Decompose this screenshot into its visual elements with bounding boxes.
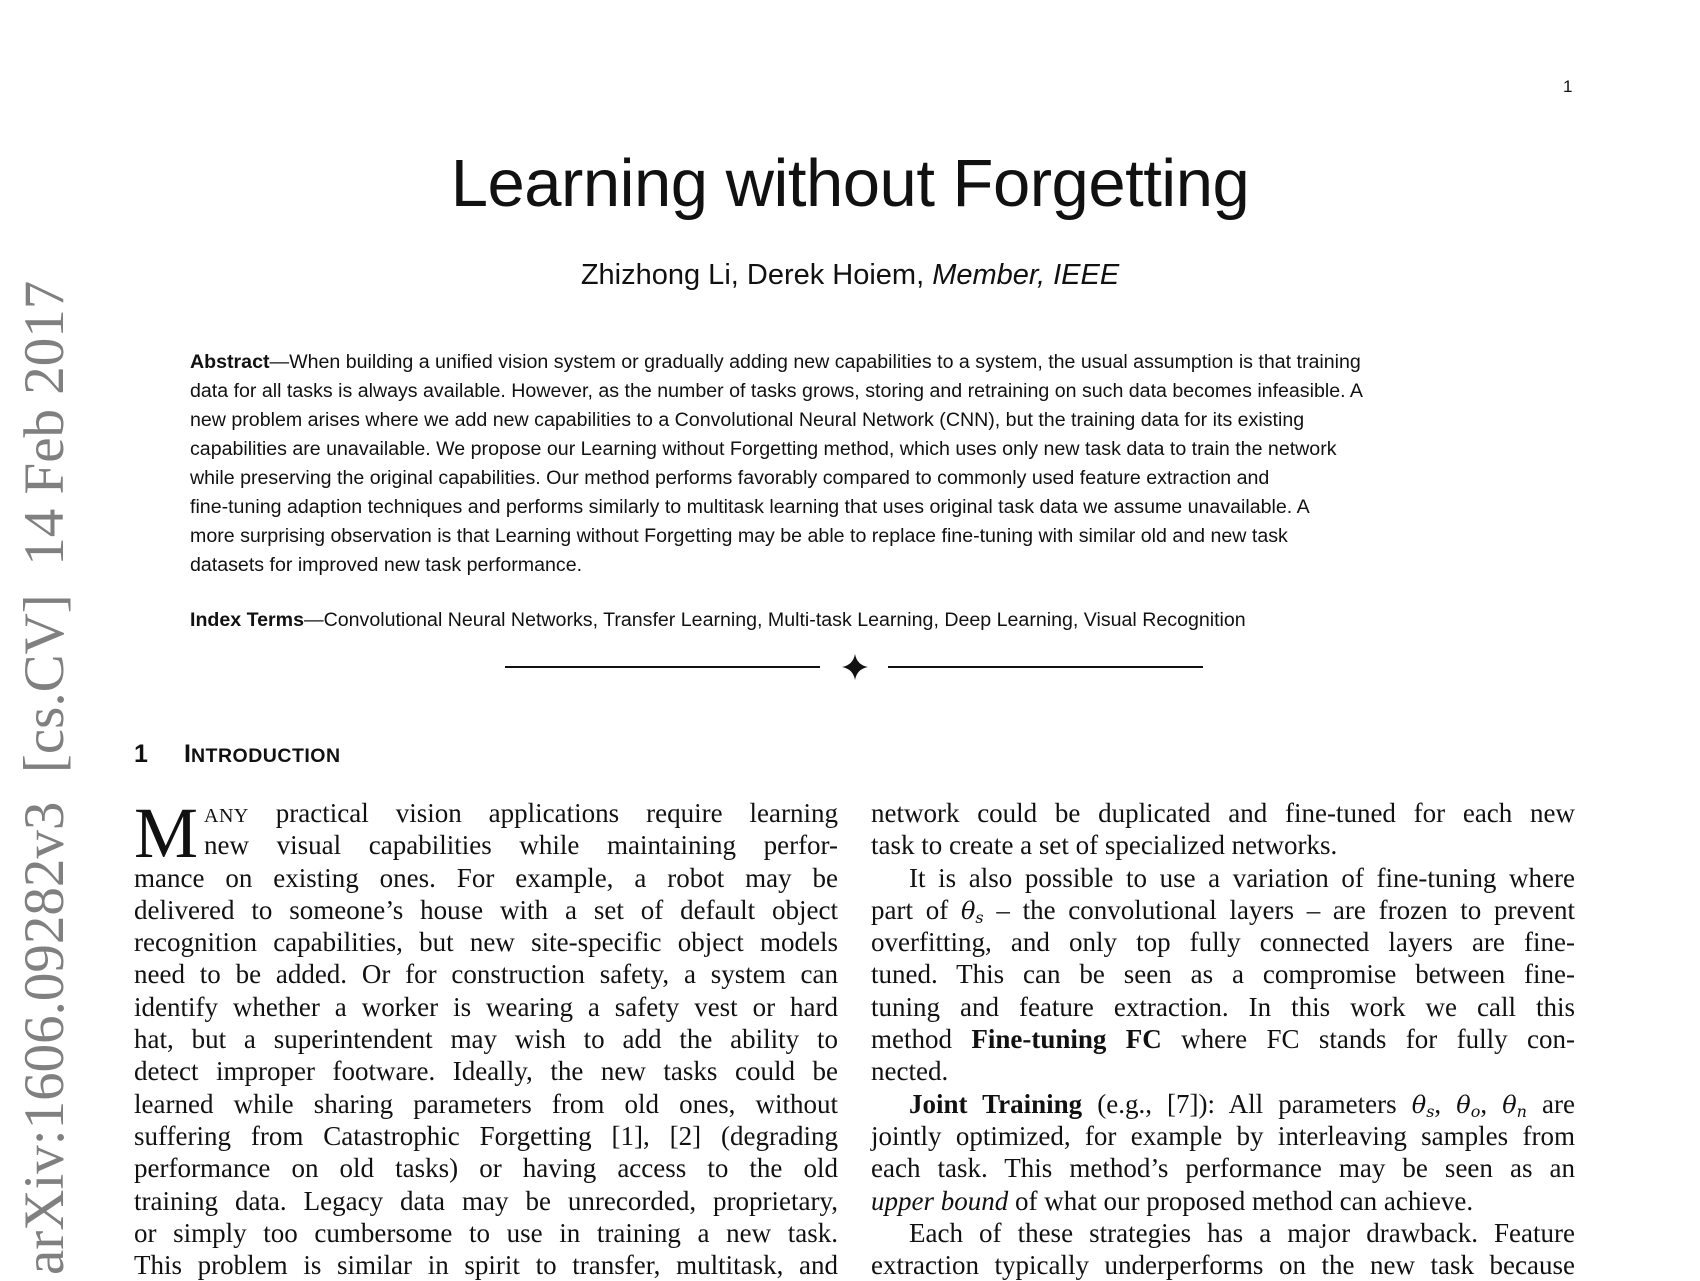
- math-theta-o: [1456, 1091, 1480, 1119]
- math-theta-s: [961, 897, 984, 925]
- body-line: suffering from Catastrophic Forgetting [1], [2] (degrading: [134, 1120, 838, 1151]
- body-line: jointly optimized, for example by interleaving samples from: [871, 1120, 1575, 1151]
- body-line: It is also possible to use a variation of fine-tuning where: [909, 862, 1575, 893]
- abstract-line: while preserving the original capabilities. Our method performs favorably compared to commonly used feature extraction and: [190, 467, 1270, 489]
- theta-symbol: θ: [1411, 1090, 1427, 1119]
- index-terms-label: Index Terms: [190, 609, 304, 631]
- body-text: where FC stands for fully con-: [1161, 1024, 1575, 1055]
- abstract-line: capabilities are unavailable. We propose our Learning without Forgetting method, which uses only new task data to train the network: [190, 438, 1337, 460]
- body-text: of what our proposed method can achieve.: [1008, 1185, 1474, 1216]
- index-terms-dash: —: [303, 609, 324, 631]
- body-line: tuned. This can be seen as a compromise between fine-: [871, 959, 1575, 990]
- paper-title: Learning without Forgetting: [450, 146, 1250, 221]
- page-number: 1: [1563, 77, 1573, 96]
- method-name-bold: Fine-tuning FC: [971, 1024, 1162, 1055]
- body-line: detect improper footware. Ideally, the new tasks could be: [134, 1056, 838, 1087]
- dropcap: M: [134, 793, 199, 873]
- right-column: [871, 797, 1575, 1281]
- subscript: o: [1470, 1101, 1481, 1121]
- body-line: training data. Legacy data may be unrecorded, proprietary,: [134, 1185, 838, 1216]
- smallcaps-lead: ANY: [204, 805, 249, 827]
- body-line: learned while sharing parameters from old ones, without: [134, 1088, 838, 1119]
- body-line: or simply too cumbersome to use in training a new task.: [134, 1217, 838, 1248]
- body-line: mance on existing ones. For example, a robot may be: [134, 862, 838, 893]
- emphasis-italic: upper bound: [871, 1185, 1009, 1216]
- body-line: [871, 1088, 1575, 1120]
- subscript: s: [975, 907, 984, 927]
- abstract-line: new problem arises where we add new capabilities to a Convolutional Neural Network (CNN), but the training data for its existing: [190, 409, 1305, 431]
- body-line: [871, 894, 1575, 926]
- section-title-initial: I: [184, 740, 191, 768]
- body-line: extraction typically underperforms on the new task because: [871, 1250, 1575, 1281]
- theta-symbol: θ: [1502, 1090, 1517, 1119]
- author-names: Zhizhong Li, Derek Hoiem,: [580, 259, 933, 291]
- body-line: [134, 797, 838, 829]
- author-affiliation: Member, IEEE: [932, 259, 1120, 291]
- four-pointed-star-icon: [840, 652, 870, 682]
- separator-rule-left: [505, 666, 820, 668]
- body-line: identify whether a worker is wearing a safety vest or hard: [134, 991, 838, 1022]
- body-text: practical vision applications require learning: [248, 798, 838, 828]
- author-line: [0, 259, 1700, 292]
- body-line: need to be added. Or for construction safety, a system can: [134, 959, 838, 990]
- abstract-dash: —: [269, 351, 290, 373]
- separator-rule-right: [888, 666, 1203, 668]
- abstract-line: fine-tuning adaption techniques and performs similarly to multitask learning that uses original task data we assume unavailable. A: [190, 496, 1310, 518]
- abstract: [190, 348, 1530, 580]
- body-line: Each of these strategies has a major drawback. Feature: [909, 1217, 1575, 1248]
- theta-symbol: θ: [1456, 1090, 1471, 1119]
- math-theta-s: [1412, 1091, 1435, 1119]
- body-text: part of: [871, 894, 961, 925]
- section-heading: [134, 740, 341, 769]
- body-line: task to create a set of specialized networks.: [871, 830, 1338, 861]
- body-line: tuning and feature extraction. In this work we call this: [871, 991, 1575, 1022]
- index-terms: [190, 609, 1246, 632]
- section-title-rest: NTRODUCTION: [190, 745, 341, 767]
- body-line: network could be duplicated and fine-tuned for each new: [871, 798, 1575, 828]
- body-text: – the convolutional layers – are frozen to prevent: [983, 894, 1575, 925]
- first-paragraph-start: [134, 793, 838, 873]
- abstract-line: data for all tasks is always available. However, as the number of tasks grows, storing and retraining on such data becomes infeasible. A: [190, 380, 1363, 402]
- body-line: nected.: [871, 1056, 949, 1087]
- method-name-bold: Joint Training: [909, 1088, 1083, 1119]
- body-text: (e.g., [7]): All parameters: [1082, 1088, 1412, 1119]
- body-line: [871, 1023, 1575, 1055]
- body-line: performance on old tasks) or having access to the old: [134, 1153, 838, 1184]
- body-text: are: [1526, 1088, 1576, 1119]
- section-number: 1: [134, 740, 148, 768]
- comma: ,: [1480, 1088, 1503, 1119]
- arxiv-stamp-text: arXiv:1606.09282v3 [cs.CV] 14 Feb 2017: [13, 280, 76, 1275]
- comma: ,: [1434, 1088, 1457, 1119]
- abstract-text: When building a unified vision system or gradually adding new capabilities to a system, the usual assumption is that training: [289, 351, 1361, 373]
- abstract-line: datasets for improved new task performance.: [190, 554, 583, 576]
- body-text: method: [871, 1024, 972, 1055]
- body-line: recognition capabilities, but new site-specific object models: [134, 927, 838, 958]
- math-theta-n: [1502, 1091, 1527, 1119]
- abstract-line: [190, 348, 1530, 377]
- left-column: [134, 793, 838, 1281]
- subscript: n: [1516, 1101, 1527, 1121]
- theta-symbol: θ: [960, 896, 976, 925]
- body-line: overfitting, and only top fully connected layers are fine-: [871, 927, 1575, 958]
- subscript: s: [1426, 1101, 1435, 1121]
- body-line: [871, 1185, 1575, 1217]
- index-terms-text: Convolutional Neural Networks, Transfer Learning, Multi-task Learning, Deep Learning, Visual Recognition: [323, 609, 1246, 631]
- section-separator: [505, 652, 1205, 682]
- abstract-line: more surprising observation is that Learning without Forgetting may be able to replace fine-tuning with similar old and new task: [190, 525, 1288, 547]
- body-line: delivered to someone’s house with a set of default object: [134, 894, 838, 925]
- abstract-label: Abstract: [190, 351, 270, 373]
- body-line: hat, but a superintendent may wish to add the ability to: [134, 1024, 838, 1055]
- body-line: new visual capabilities while maintaining perfor-: [204, 830, 838, 861]
- body-line: This problem is similar in spirit to transfer, multitask, and: [134, 1250, 838, 1281]
- body-line: each task. This method’s performance may be seen as an: [871, 1153, 1575, 1184]
